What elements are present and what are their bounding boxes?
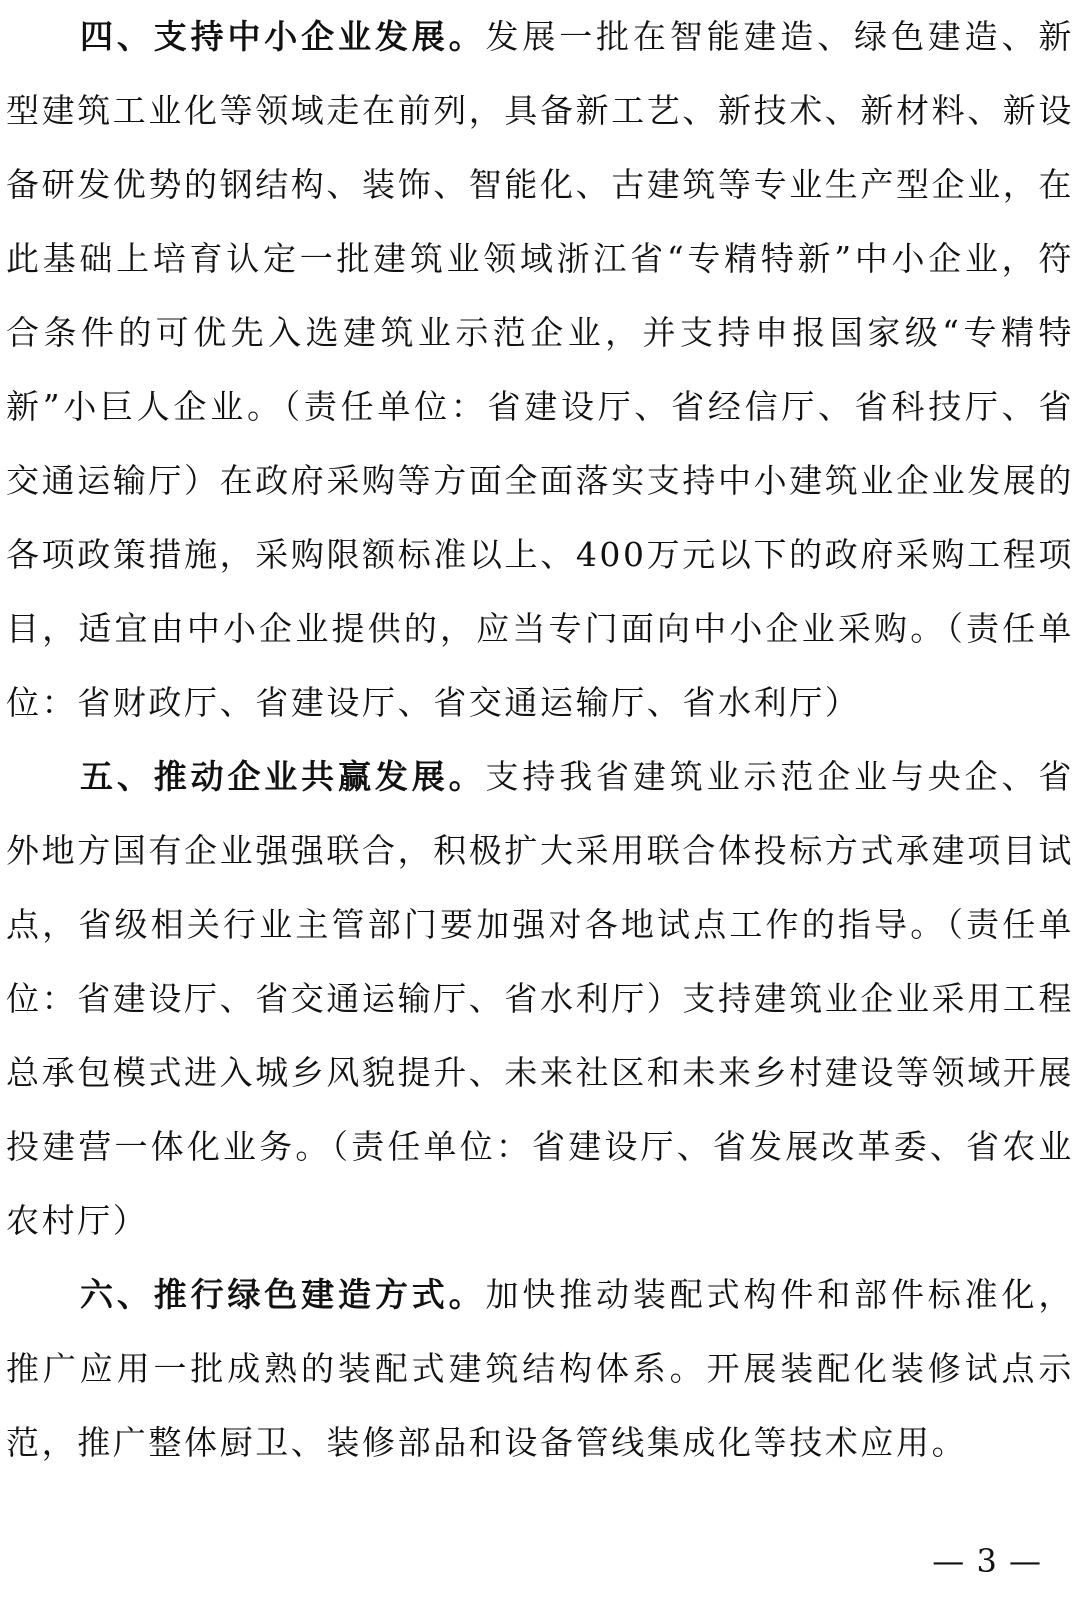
section-heading-5: 五、推动企业共赢发展。 xyxy=(80,757,486,796)
section-body-6: 加快推动装配式构件和部件标准化，推广应用一批成熟的装配式建筑结构体系。开展装配化装修试点示范，推广整体厨卫、装修部品和设备管线集成化等技术应用。 xyxy=(6,1275,1074,1462)
paragraph-section-4 xyxy=(6,0,1074,740)
section-heading-4: 四、支持中小企业发展。 xyxy=(80,17,486,56)
document-page xyxy=(6,0,1074,1480)
section-heading-6: 六、推行绿色建造方式。 xyxy=(80,1275,486,1314)
page-number: — 3 — xyxy=(932,1542,1042,1580)
paragraph-section-6 xyxy=(6,1258,1074,1480)
section-body-4: 发展一批在智能建造、绿色建造、新型建筑工业化等领域走在前列，具备新工艺、新技术、新材料、新设备研发优势的钢结构、装饰、智能化、古建筑等专业生产型企业，在此基础上培育认定一批建筑业领域浙江省“专精特新”中小企业，符合条件的可优先入选建筑业示范企业，并支持申报国家级“专精特新”小巨人企业。（责任单位：省建设厅、省经信厅、省科技厅、省交通运输厅）在政府采购等方面全面落实支持中小建筑业企业发展的各项政策措施，采购限额标准以上、400万元以下的政府采购工程项目，适宜由中小企业提供的，应当专门面向中小企业采购。（责任单位：省财政厅、省建设厅、省交通运输厅、省水利厅） xyxy=(6,17,1074,722)
section-body-5: 支持我省建筑业示范企业与央企、省外地方国有企业强强联合，积极扩大采用联合体投标方式承建项目试点，省级相关行业主管部门要加强对各地试点工作的指导。（责任单位：省建设厅、省交通运输厅、省水利厅）支持建筑业企业采用工程总承包模式进入城乡风貌提升、未来社区和未来乡村建设等领域开展投建营一体化业务。（责任单位：省建设厅、省发展改革委、省农业农村厅） xyxy=(6,757,1074,1240)
paragraph-section-5 xyxy=(6,740,1074,1258)
